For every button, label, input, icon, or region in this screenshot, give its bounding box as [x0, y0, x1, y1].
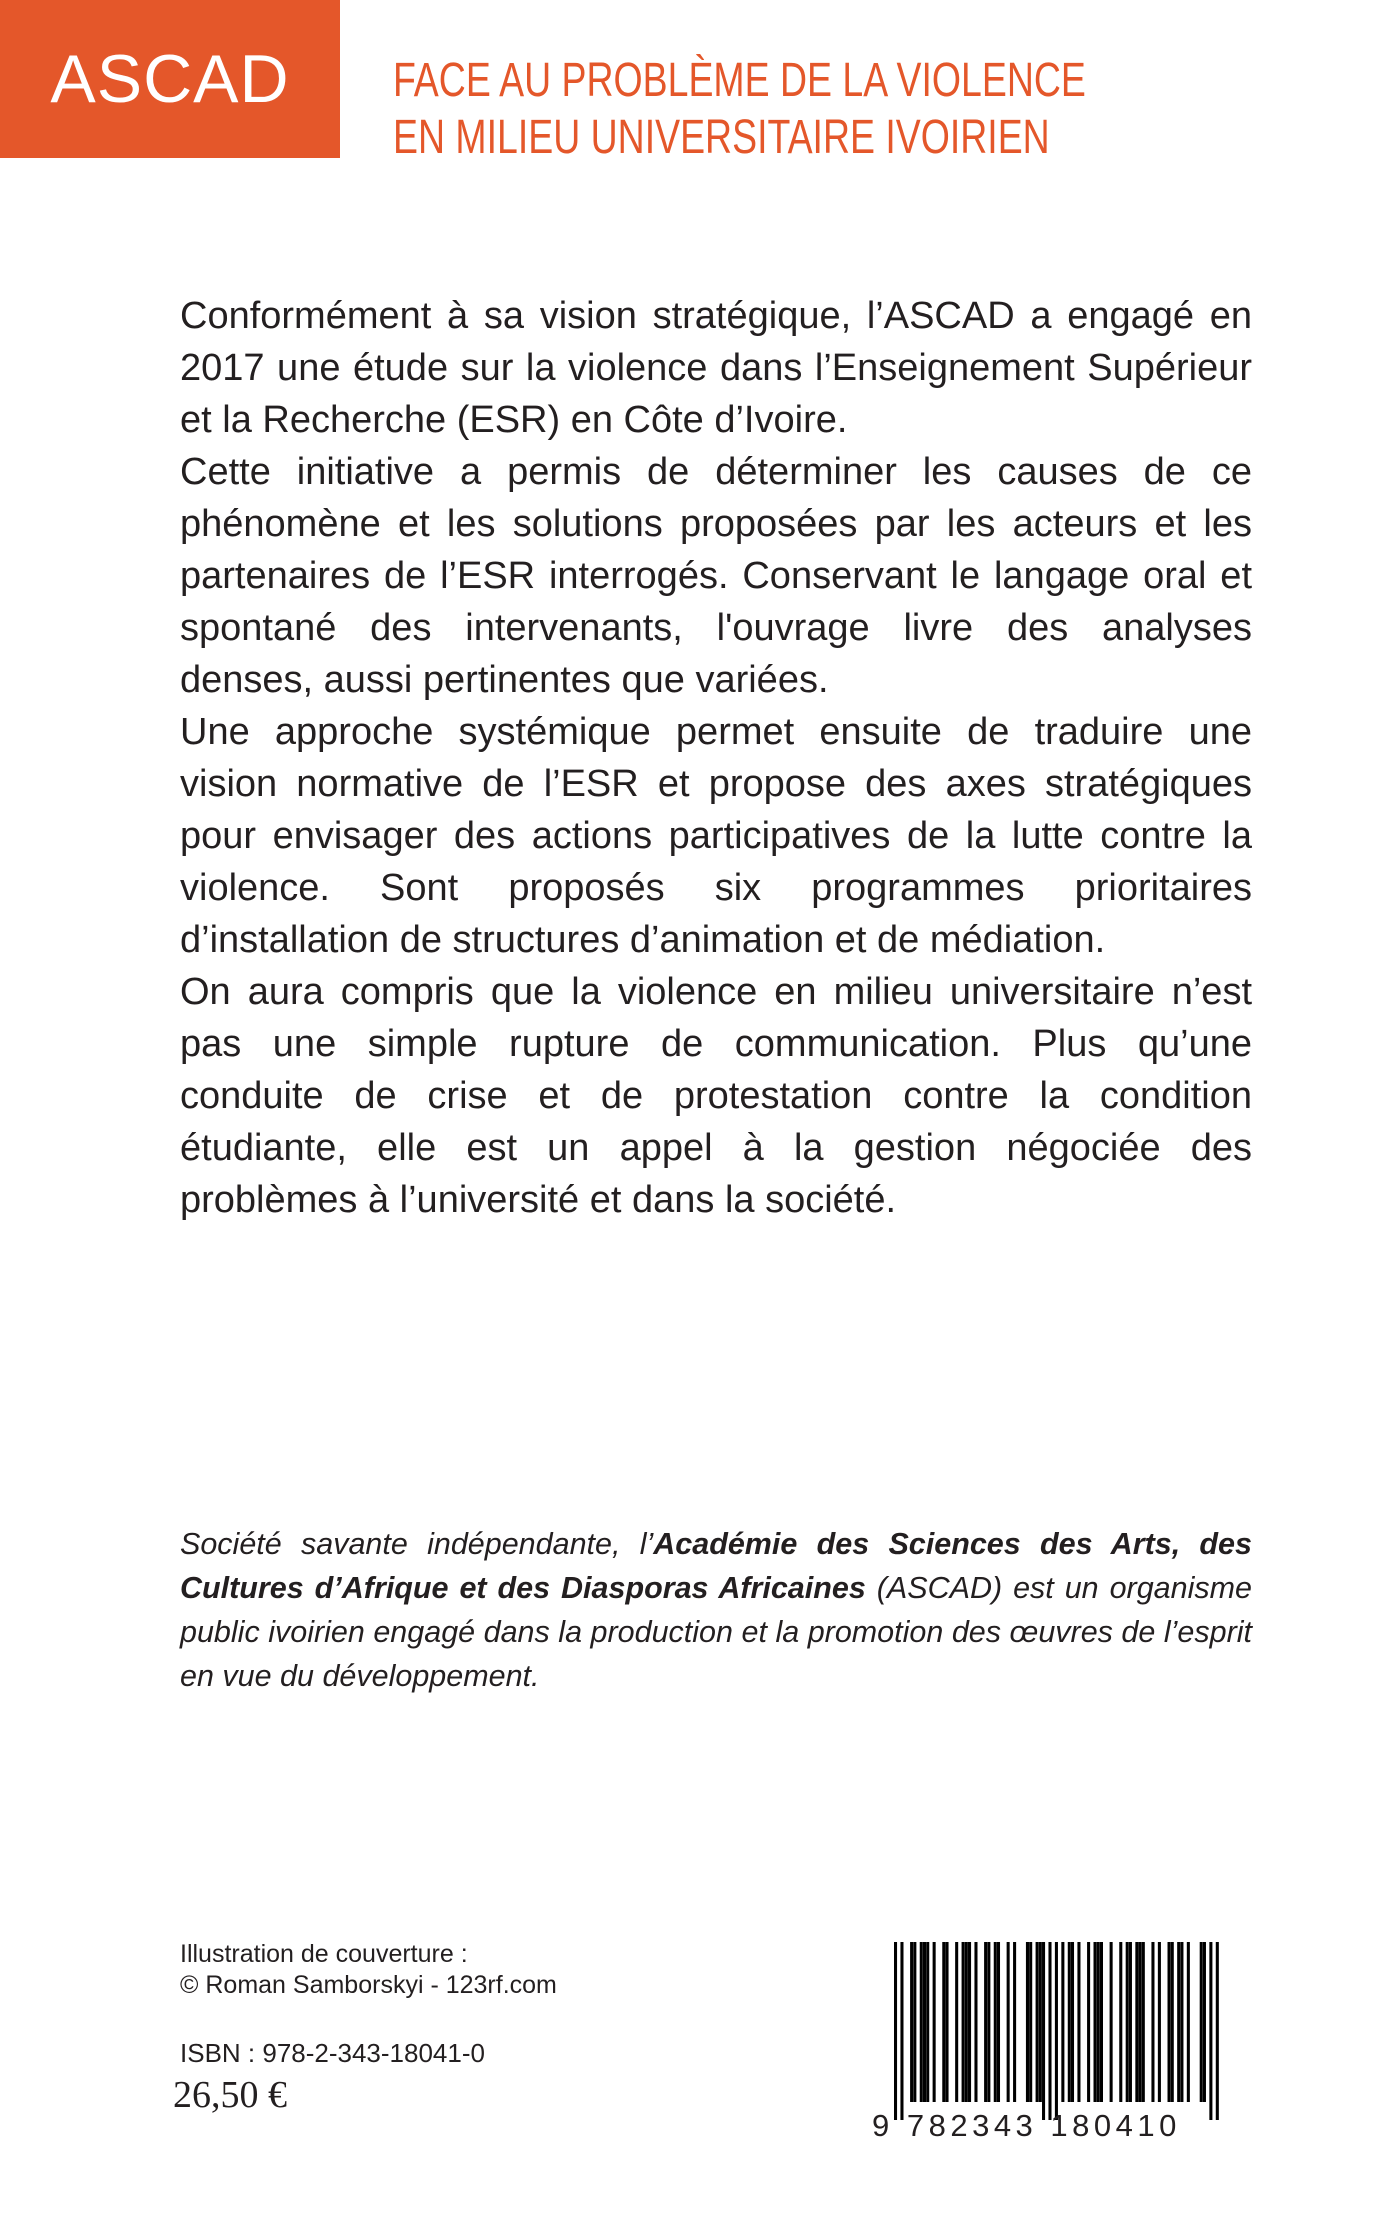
barcode-bar [1180, 1942, 1183, 2102]
barcode-bar [1187, 1942, 1190, 2102]
badge-label: ASCAD [50, 41, 290, 117]
summary-text [180, 290, 1252, 1226]
barcode-bar [1061, 1942, 1064, 2102]
barcode-bar [1077, 1942, 1080, 2102]
about-description: (ASCAD) est un organisme public ivoirien engagé dans la production et la promotion des œuvres de l’esprit en vue du développement. [180, 1571, 1252, 1693]
barcode-bar [1039, 1942, 1042, 2102]
barcode-bar [965, 1942, 968, 2102]
barcode-bar [923, 1942, 926, 2102]
barcode-bar [1126, 1942, 1129, 2102]
barcode-bar [945, 1942, 948, 2102]
barcode-bar [1216, 1942, 1219, 2120]
about-academy-name: Académie des Sciences des Arts, des Cultures d’Afrique et des Diasporas Africaines [180, 1527, 1252, 1605]
barcode-bar [1177, 1942, 1180, 2102]
barcode-bar [1055, 1942, 1058, 2120]
title-line-1: FACE AU PROBLÈME DE LA VIOLENCE [393, 54, 1086, 107]
barcode-bar [1142, 1942, 1145, 2102]
barcode-bar [942, 1942, 945, 2102]
publisher-badge [0, 0, 340, 158]
barcode-bar [984, 1942, 987, 2102]
price: 26,50 € [173, 2074, 287, 2116]
barcode-bar [894, 1942, 897, 2120]
barcode-bar [1071, 1942, 1074, 2102]
barcode-number: 9 782343 180410 [872, 2108, 1181, 2143]
barcode-bar [900, 1942, 903, 2120]
barcode-bar [1013, 1942, 1016, 2102]
barcode-bar [1097, 1942, 1100, 2102]
barcode-bar [1139, 1942, 1142, 2102]
barcode-bar [1029, 1942, 1032, 2102]
barcode-bar [974, 1942, 977, 2102]
barcode-bar [1042, 1942, 1045, 2120]
barcode-bar [910, 1942, 913, 2102]
summary-paragraph-2: Cette initiative a permis de déterminer les causes de ce phénomène et les solutions proposées par les acteurs et les partenaires de l’ESR interrogés. Conservant le langage oral et spontané des intervenants, l'ouvrage livre des analyses denses, aussi pertinentes que variées. [180, 451, 1252, 701]
barcode-bar [997, 1942, 1000, 2102]
barcode-bar [933, 1942, 936, 2102]
barcode-bar [1007, 1942, 1010, 2102]
barcode-bar [1100, 1942, 1103, 2102]
barcode-bar [920, 1942, 923, 2102]
barcode [872, 1942, 1232, 2142]
barcode-bar [913, 1942, 916, 2102]
summary-paragraph-3: Une approche systémique permet ensuite de traduire une vision normative de l’ESR et propose des axes stratégiques pour envisager des actions participatives de la lutte contre la violence. Sont proposés six programmes prioritaires d’installation de structures d’animation et de médiation. [180, 711, 1252, 961]
about-ascad [180, 1522, 1252, 1698]
barcode-bar [1209, 1942, 1212, 2120]
credit-author: © Roman Samborskyi - 123rf.com [180, 1971, 557, 1999]
barcode-bar [1048, 1942, 1051, 2120]
barcode-bar [1135, 1942, 1138, 2102]
barcode-bar [1158, 1942, 1161, 2102]
barcode-bar [1068, 1942, 1071, 2102]
barcode-bar [1129, 1942, 1132, 2102]
barcode-bar [1087, 1942, 1090, 2102]
about-intro: Société savante indépendante, l’ [180, 1527, 654, 1561]
barcode-bar [994, 1942, 997, 2102]
barcode-bar [1203, 1942, 1206, 2102]
barcode-bar [987, 1942, 990, 2102]
isbn: ISBN : 978-2-343-18041-0 [180, 2038, 485, 2068]
barcode-bar [1036, 1942, 1039, 2102]
title-line-2: EN MILIEU UNIVERSITAIRE IVOIRIEN [393, 111, 1050, 164]
barcode-bar [1151, 1942, 1154, 2102]
credit-label: Illustration de couverture : [180, 1940, 468, 1968]
barcode-bar [962, 1942, 965, 2102]
barcode-bar [1171, 1942, 1174, 2102]
summary-paragraph-4: On aura compris que la violence en milieu universitaire n’est pas une simple rupture de communication. Plus qu’une conduite de crise et de protestation contre la condition étudiante, elle est un appel à la gestion négociée des problèmes à l’université et dans la société. [180, 971, 1252, 1221]
barcode-bar [1168, 1942, 1171, 2102]
summary-paragraph-1: Conformément à sa vision stratégique, l’ASCAD a engagé en 2017 une étude sur la violence dans l’Enseignement Supérieur et la Recherche (ESR) en Côte d’Ivoire. [180, 295, 1252, 441]
barcode-bar [1200, 1942, 1203, 2102]
barcode-bar [955, 1942, 958, 2102]
barcode-bar [968, 1942, 971, 2102]
cover-credit [180, 1939, 780, 2001]
barcode-bar [926, 1942, 929, 2102]
barcode-bar [1026, 1942, 1029, 2102]
barcode-bar [1110, 1942, 1113, 2102]
book-title [393, 52, 1095, 166]
barcode-bar [1119, 1942, 1122, 2102]
barcode-bar [1094, 1942, 1097, 2102]
